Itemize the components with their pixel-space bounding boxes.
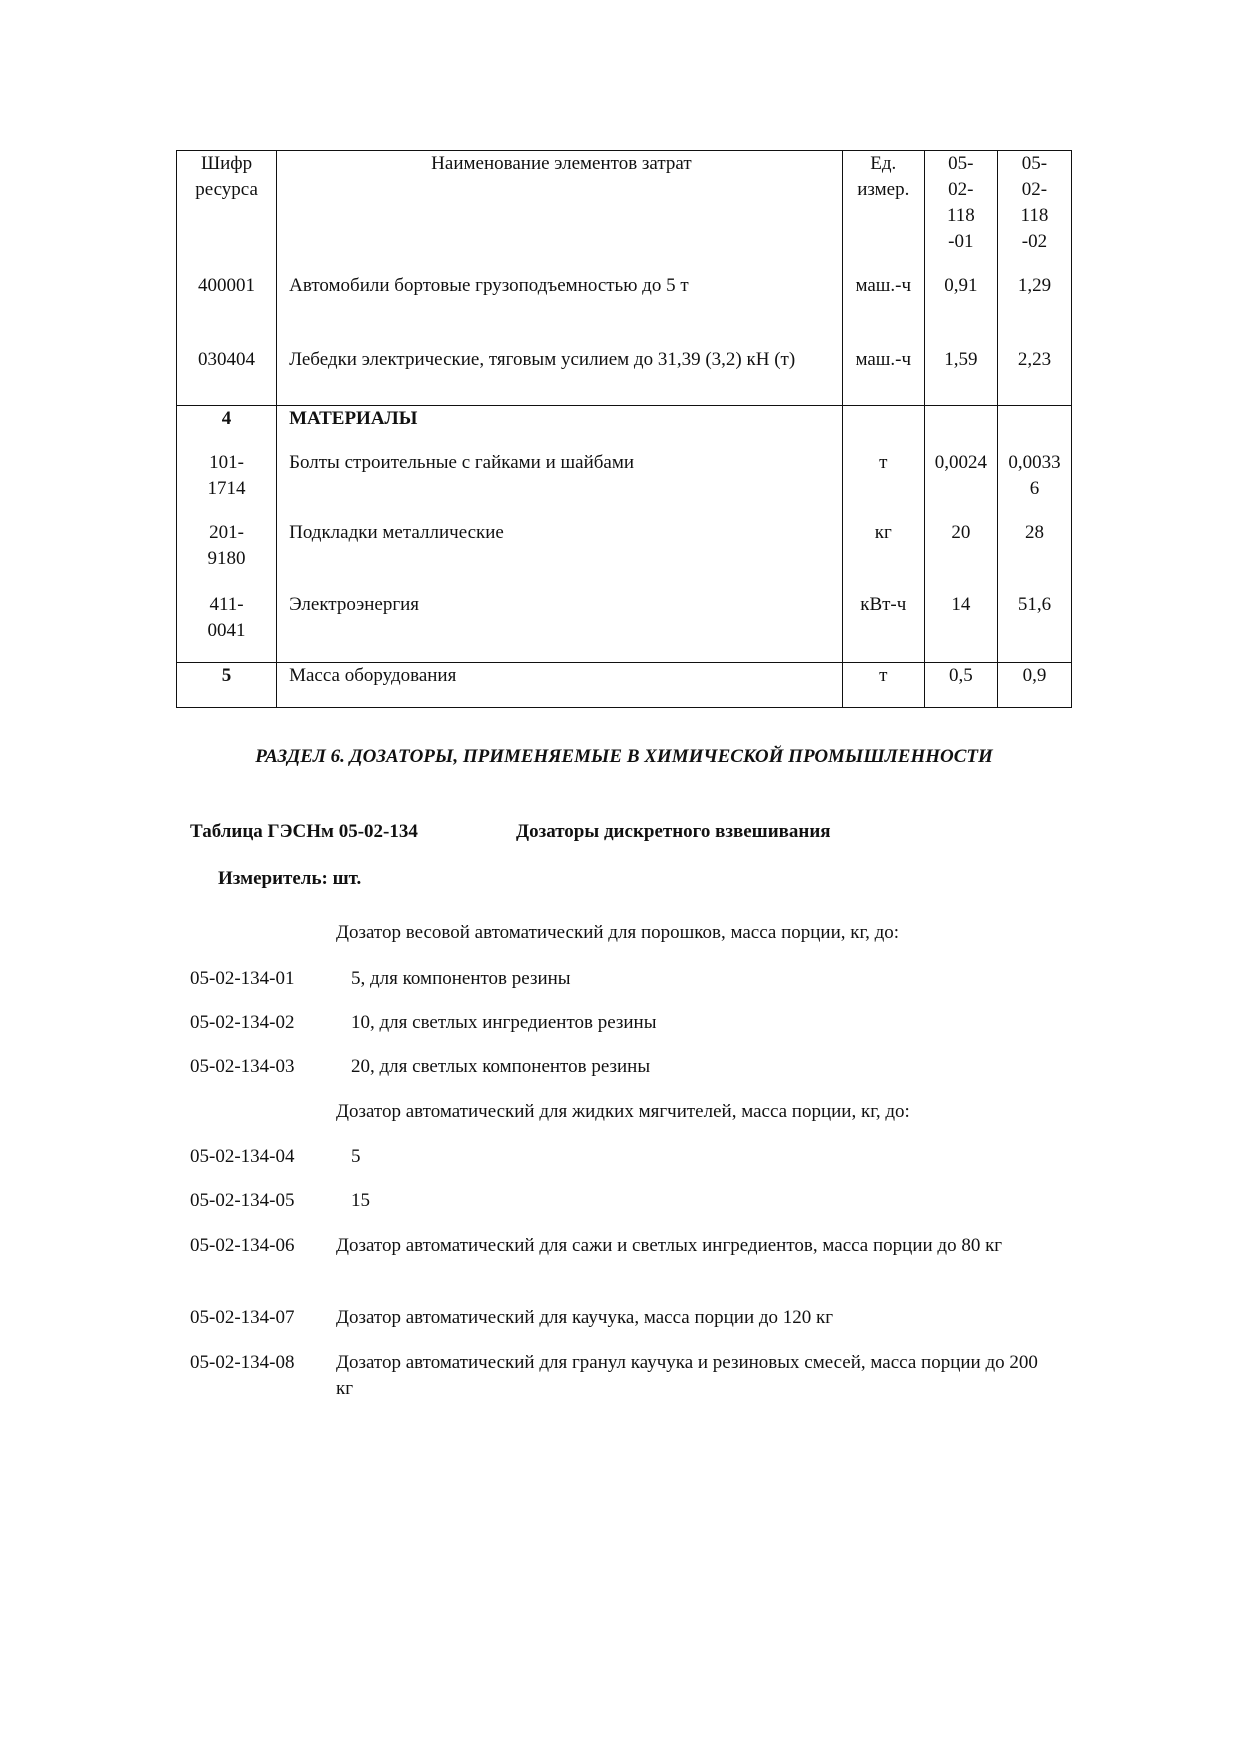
row-value-2: 2,23 [997,343,1071,406]
table-header-row [177,151,1072,268]
row-unit [842,343,924,406]
header-col2 [997,151,1071,268]
table-row-section [177,406,1072,451]
row-code [177,592,277,663]
row-name-wrap [289,347,834,373]
row-code: 030404 [177,343,277,406]
row-name: Масса оборудования [277,663,843,708]
table-row [177,592,1072,663]
item-code: 05-02-134-08 [190,1352,295,1373]
row-value-2: 0,9 [997,663,1071,708]
table-row [177,663,1072,708]
measure-unit: Измеритель: шт. [218,868,362,889]
row-code: 400001 [177,267,277,343]
section-title: РАЗДЕЛ 6. ДОЗАТОРЫ, ПРИМЕНЯЕМЫЕ В ХИМИЧЕСКОЙ ПРОМЫШЛЕННОСТИ [255,746,993,767]
row-code: 4 [177,406,277,451]
row-code: 5 [177,663,277,708]
item-desc: Дозатор автоматический для каучука, масса порции до 120 кг [336,1307,834,1328]
row-value-2 [997,406,1071,451]
row-unit: кВт-ч [842,592,924,663]
row-value-1 [924,450,997,520]
row-code-text: 101-1714 [207,452,246,499]
item-desc: Дозатор автоматический для гранул каучука и резиновых смесей, масса порции до 200 кг [336,1352,1038,1399]
row-name: Подкладки металлические [277,520,843,592]
row-value-2: 1,29 [997,267,1071,343]
table-row [177,343,1072,406]
table-row [177,267,1072,343]
row-unit: т [842,450,924,520]
item-code: 05-02-134-02 [190,1012,295,1033]
row-value-1 [924,406,997,451]
row-value-1: 14 [924,592,997,663]
row-value-2-text: 0,00336 [1008,452,1061,499]
row-unit-text: маш.-ч [855,349,912,370]
item-code: 05-02-134-05 [190,1190,295,1211]
header-unit [842,151,924,268]
item-code: 05-02-134-07 [190,1307,295,1328]
header-code [177,151,277,268]
table-caption-code: Таблица ГЭСНм 05-02-134 [190,821,418,842]
item-code: 05-02-134-03 [190,1056,295,1077]
item-desc: 20, для светлых компонентов резины [351,1056,651,1077]
item-desc: 15 [351,1190,370,1211]
row-unit [842,267,924,343]
row-value-1: 1,59 [924,343,997,406]
row-value-1: 0,91 [924,267,997,343]
item-code: 05-02-134-01 [190,968,295,989]
header-name-text: Наименование элементов затрат [431,153,692,174]
row-value-1: 20 [924,520,997,592]
row-name-text: Лебедки электрические, тяговым усилием до 31,39 (3,2) кН (т) [289,349,796,370]
row-unit-text: маш.-ч [855,275,912,296]
row-code-text: 411-0041 [207,594,246,641]
group-heading-powders: Дозатор весовой автоматический для порошков, масса порции, кг, до: [336,922,900,943]
header-col1-text: 05-02-118-01 [946,153,975,252]
group-heading-liquids: Дозатор автоматический для жидких мягчителей, масса порции, кг, до: [336,1101,910,1122]
row-name: МАТЕРИАЛЫ [277,406,843,451]
item-code: 05-02-134-04 [190,1146,295,1167]
item-desc: Дозатор автоматический для сажи и светлых ингредиентов, масса порции до 80 кг [336,1235,1003,1256]
header-col1 [924,151,997,268]
row-value-2: 28 [997,520,1071,592]
row-name: Автомобили бортовые грузоподъемностью до 5 т [277,267,843,343]
row-code [177,450,277,520]
row-value-2: 51,6 [997,592,1071,663]
row-value-2 [997,450,1071,520]
row-name: Электроэнергия [277,592,843,663]
resource-table [176,150,1072,708]
row-value-1: 0,5 [924,663,997,708]
row-name [277,343,843,406]
row-code-text: 201-9180 [207,522,246,569]
header-name [277,151,843,268]
row-code [177,520,277,592]
table-caption [190,819,831,845]
table-row [177,450,1072,520]
row-unit: кг [842,520,924,592]
header-col2-text: 05-02-118-02 [1020,153,1049,252]
item-desc: 5, для компонентов резины [351,968,571,989]
row-name: Болты строительные с гайками и шайбами [277,450,843,520]
header-code-text: Шифр ресурса [195,153,258,200]
row-unit [842,406,924,451]
row-unit: т [842,663,924,708]
item-code: 05-02-134-06 [190,1235,295,1256]
item-desc: 5 [351,1146,361,1167]
header-unit-text: Ед. измер. [857,153,910,200]
row-value-1-text: 0,0024 [934,452,987,473]
item-desc: 10, для светлых ингредиентов резины [351,1012,657,1033]
table-row [177,520,1072,592]
table-caption-title: Дозаторы дискретного взвешивания [516,821,831,842]
